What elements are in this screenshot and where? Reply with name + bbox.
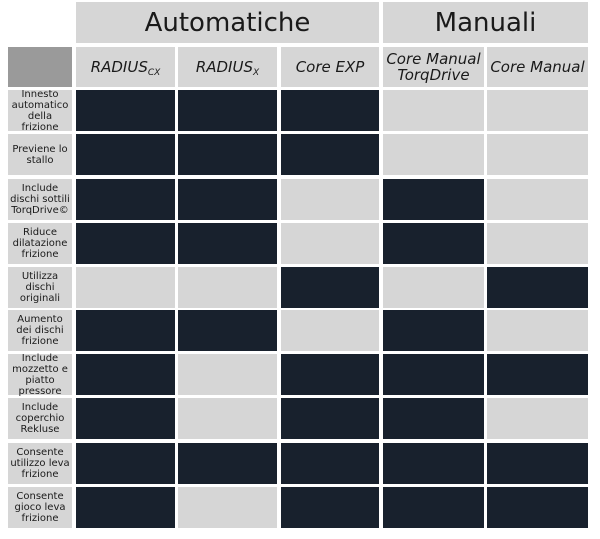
row-label: Include mozzetto e piatto pressore <box>8 354 72 395</box>
table-cell <box>281 267 379 308</box>
table-cell <box>178 398 277 439</box>
table-cell <box>178 223 277 264</box>
table-cell <box>76 310 175 351</box>
table-cell <box>76 354 175 395</box>
table-cell <box>281 90 379 131</box>
table-cell <box>487 90 588 131</box>
group-header-automatiche: Automatiche <box>76 2 379 43</box>
table-cell <box>383 354 484 395</box>
table-cell <box>383 398 484 439</box>
table-cell <box>487 134 588 175</box>
table-cell <box>178 179 277 220</box>
table-cell <box>383 267 484 308</box>
table-cell <box>178 487 277 528</box>
table-cell <box>281 134 379 175</box>
table-cell <box>76 134 175 175</box>
table-cell <box>76 90 175 131</box>
table-cell <box>76 443 175 484</box>
row-label: Include dischi sottili TorqDrive© <box>8 179 72 220</box>
table-cell <box>281 487 379 528</box>
table-cell <box>281 354 379 395</box>
column-header-4 <box>383 47 484 87</box>
column-header-label: $RADIUS_X$ <box>195 58 260 78</box>
table-cell <box>383 90 484 131</box>
table-cell <box>487 267 588 308</box>
table-cell <box>487 310 588 351</box>
row-label: Utilizza dischi originali <box>8 267 72 308</box>
column-header-label: Core Manual TorqDrive <box>386 50 481 84</box>
row-label: Riduce dilatazione frizione <box>8 223 72 264</box>
column-header-5 <box>487 47 588 87</box>
table-cell <box>487 443 588 484</box>
table-cell <box>76 267 175 308</box>
table-cell <box>383 223 484 264</box>
table-cell <box>178 134 277 175</box>
table-cell <box>383 443 484 484</box>
table-cell <box>281 179 379 220</box>
column-header-label: $RADIUS_{CX}$ <box>90 58 161 78</box>
table-cell <box>487 223 588 264</box>
table-cell <box>383 134 484 175</box>
table-cell <box>76 487 175 528</box>
table-cell <box>178 354 277 395</box>
column-header-3 <box>281 47 379 87</box>
table-cell <box>76 179 175 220</box>
table-cell <box>178 90 277 131</box>
table-cell <box>383 179 484 220</box>
table-cell <box>383 487 484 528</box>
table-cell <box>281 398 379 439</box>
column-header-label: Core EXP <box>295 58 365 76</box>
row-label: Aumento dei dischi frizione <box>8 310 72 351</box>
table-cell <box>281 443 379 484</box>
table-cell <box>281 223 379 264</box>
table-cell <box>487 179 588 220</box>
table-cell <box>178 310 277 351</box>
row-label: Consente utilizzo leva frizione <box>8 443 72 484</box>
table-cell <box>178 267 277 308</box>
table-cell <box>281 310 379 351</box>
table-cell <box>487 354 588 395</box>
column-header-label: Core Manual <box>490 58 585 76</box>
column-header-1 <box>76 47 175 87</box>
row-label: Consente gioco leva frizione <box>8 487 72 528</box>
table-cell <box>76 398 175 439</box>
table-corner <box>8 47 72 87</box>
group-header-manuali: Manuali <box>383 2 588 43</box>
table-cell <box>487 398 588 439</box>
row-label: Include coperchio Rekluse <box>8 398 72 439</box>
table-cell <box>178 443 277 484</box>
table-cell <box>487 487 588 528</box>
column-header-2 <box>178 47 277 87</box>
row-label: Previene lo stallo <box>8 134 72 175</box>
table-cell <box>383 310 484 351</box>
row-label: Innesto automatico della frizione <box>8 90 72 131</box>
table-cell <box>76 223 175 264</box>
